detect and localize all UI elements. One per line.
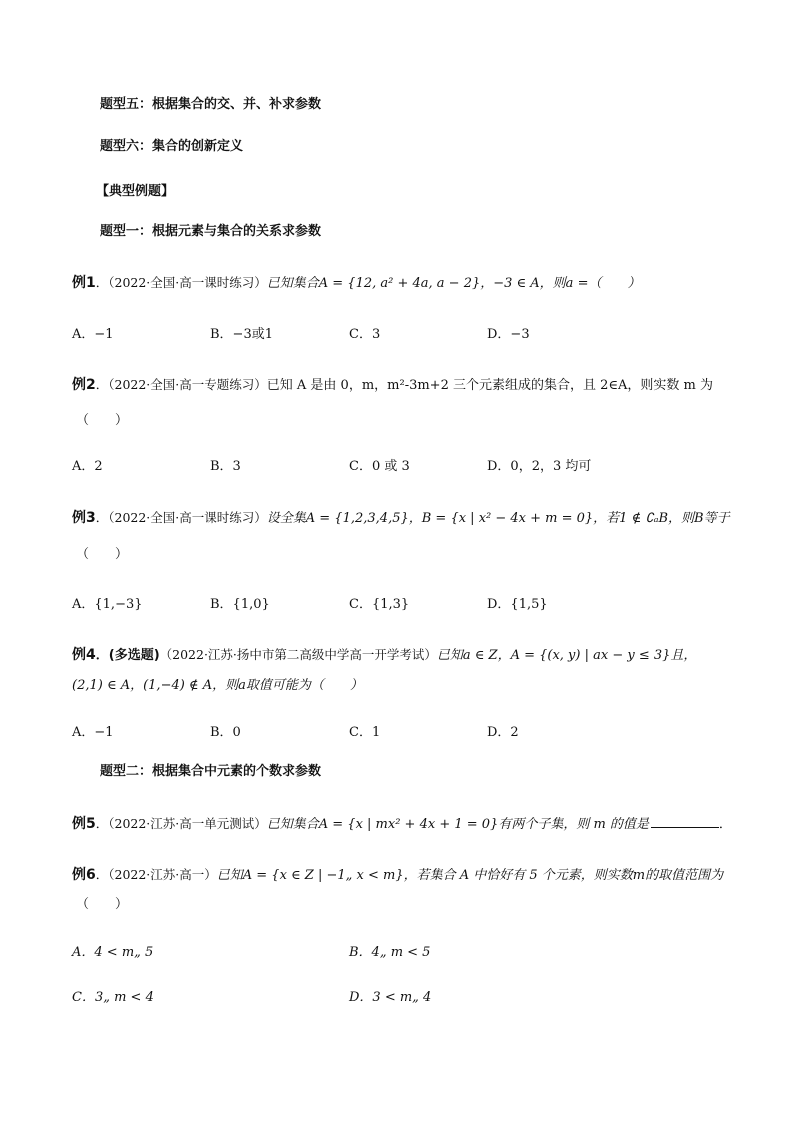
- answer-blank[interactable]: [651, 815, 719, 828]
- example-label: 例5: [72, 816, 96, 832]
- option-c: C．1: [349, 725, 381, 740]
- option-b: B．3: [210, 459, 241, 474]
- example-text: 设全集A = {1,2,3,4,5}，B = {x | x² − 4x + m = 0}，若1 ∉ ∁ₐB，则B等于: [266, 511, 730, 526]
- example-text-cont: (2,1) ∈ A，(1,−4) ∉ A，则a取值可能为（ ）: [72, 678, 363, 693]
- example-source: ．（2022·江苏·高一）: [95, 867, 217, 882]
- example-text: 已知集合A = {12, a² + 4a, a − 2}，−3 ∈ A，则a =（ ）: [266, 276, 641, 291]
- option-b: B．−3或1: [210, 327, 273, 342]
- example-text: 已知集合A = {x | mx² + 4x + 1 = 0}有两个子集，则 m 的值是: [266, 817, 649, 832]
- example-6: [72, 866, 723, 885]
- example-3: [72, 509, 730, 528]
- option-c: C．3: [349, 327, 381, 342]
- option-c: C．3„ m < 4: [72, 990, 154, 1005]
- option-c: C．0 或 3: [349, 459, 410, 474]
- heading-type6: 题型六：集合的创新定义: [100, 139, 244, 154]
- option-a: A．4 < m„ 5: [72, 945, 154, 960]
- option-d: D．−3: [487, 327, 530, 342]
- example-source: ．（2022·江苏·高一单元测试）: [95, 816, 267, 831]
- example-source: ．（2022·全国·高一课时练习）: [95, 510, 267, 525]
- example-text-cont: （ ）: [76, 547, 129, 562]
- option-d: D．{1,5}: [487, 597, 548, 612]
- example-text: 已知a ∈ Z，A = {(x, y) | ax − y ≤ 3}且，: [436, 648, 697, 663]
- option-a: A．{1,−3}: [72, 597, 143, 612]
- example-source: ．（2022·全国·高一专题练习）: [95, 377, 267, 392]
- option-a: A．−1: [72, 327, 114, 342]
- example-text: 已知 A 是由 0，m，m²-3m+2 三个元素组成的集合，且 2∈A，则实数 m 为: [266, 378, 713, 393]
- example-text-end: ．: [718, 817, 732, 832]
- example-label: 例6: [72, 867, 96, 883]
- option-c: C．{1,3}: [349, 597, 410, 612]
- heading-typical: 【典型例题】: [96, 184, 175, 199]
- option-a: A．−1: [72, 725, 114, 740]
- option-d: D．0，2，3 均可: [487, 459, 592, 474]
- example-source: （2022·江苏·扬中市第二高级中学高一开学考试）: [159, 647, 437, 662]
- option-a: A．2: [72, 459, 103, 474]
- heading-type5: 题型五：根据集合的交、并、补求参数: [100, 97, 322, 112]
- heading-type2: 题型二：根据集合中元素的个数求参数: [100, 764, 322, 779]
- example-source: ．（2022·全国·高一课时练习）: [95, 275, 267, 290]
- example-label: 例2: [72, 377, 96, 393]
- example-label: 例1: [72, 275, 96, 291]
- example-1: [72, 274, 640, 293]
- option-b: B．{1,0}: [210, 597, 270, 612]
- example-text: 已知A = {x ∈ Z | −1„ x < m}，若集合 A 中恰好有 5 个元素，则实数m的取值范围为: [216, 868, 724, 883]
- example-2: [72, 376, 713, 395]
- example-tag: ．(多选题): [95, 648, 160, 663]
- example-5: [72, 815, 732, 834]
- example-text-cont: （ ）: [76, 413, 129, 428]
- option-d: D．3 < m„ 4: [349, 990, 432, 1005]
- option-d: D．2: [487, 725, 519, 740]
- heading-type1: 题型一：根据元素与集合的关系求参数: [100, 224, 322, 239]
- example-text-cont: （ ）: [76, 897, 129, 912]
- option-b: B．4„ m < 5: [349, 945, 431, 960]
- option-b: B．0: [210, 725, 241, 740]
- example-label: 例4: [72, 647, 96, 663]
- example-4: [72, 646, 696, 665]
- example-label: 例3: [72, 510, 96, 526]
